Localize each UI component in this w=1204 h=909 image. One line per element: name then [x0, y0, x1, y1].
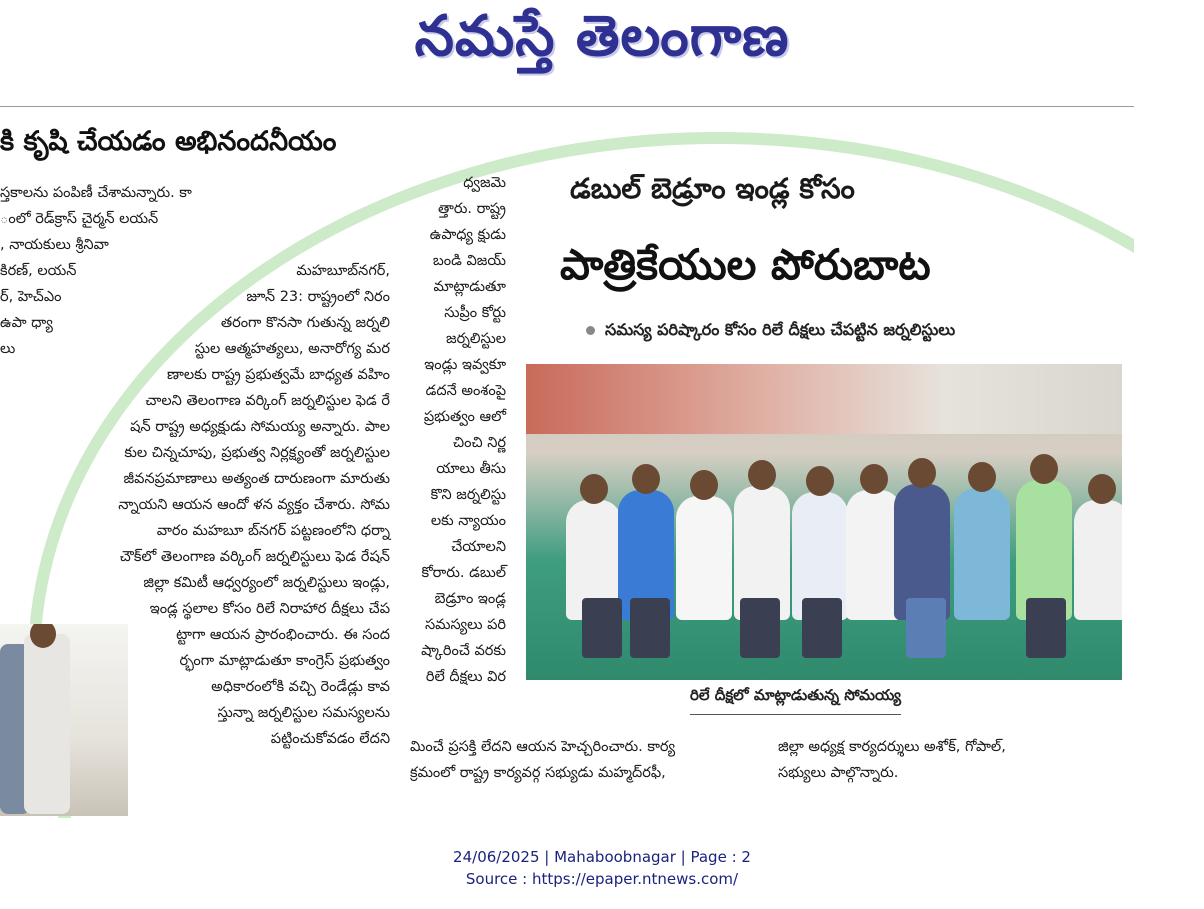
- footer-date-line: 24/06/2025 | Mahaboobnagar | Page : 2: [453, 848, 751, 866]
- text-line: బండి విజయ్: [432, 253, 506, 269]
- text-line: కిరణ్, లయన్: [0, 263, 77, 279]
- text-line: కోరారు. డబుల్: [421, 565, 506, 581]
- photo-caption: రిలే దీక్షలో మాట్లాడుతున్న సోమయ్య: [690, 686, 901, 715]
- photo-person: [676, 496, 732, 620]
- footer-source-line: Source : https://epaper.ntnews.com/: [465, 870, 739, 888]
- main-article-column-4: [778, 734, 1006, 786]
- text-line: జిల్లా కమిటీ ఆధ్వర్యంలో జర్నలిస్టులు ఇండ్లు,: [143, 575, 390, 591]
- left-article-headline: కి కృషి చేయడం అభినందనీయం: [0, 126, 337, 157]
- text-line: చౌక్‌లో తెలంగాణ వర్కింగ్ జర్నలిస్టులు ఫెడ రేషన్: [119, 549, 390, 565]
- text-line: , నాయకులు శ్రీనివా: [0, 237, 109, 253]
- text-line: జర్నలిస్టుల: [445, 331, 506, 347]
- text-line: ఉపా ధ్యా: [0, 315, 53, 331]
- newspaper-logo: నమస్తే తెలంగాణ: [414, 4, 790, 69]
- main-article-column-2: [398, 170, 506, 690]
- text-line: లు: [0, 341, 16, 357]
- text-line: సుప్రీం కోర్టు: [444, 305, 506, 321]
- text-line: రిలే దీక్షలు విర: [425, 669, 506, 685]
- text-line: ట్టాగా ఆయన ప్రారంభించారు. ఈ సంద: [176, 627, 390, 643]
- text-line: జూన్ 23: రాష్ట్రంలో నిరం: [246, 289, 390, 305]
- text-line: అధికారంలోకి వచ్చి రెండేడ్లు కావ: [211, 679, 390, 695]
- photo-tent: [526, 364, 1122, 434]
- text-line: ర్, హెచ్‌ఎం: [0, 289, 62, 305]
- text-line: డదనే అంశంపై: [425, 383, 506, 399]
- text-line: మహబూబ్‌నగర్,: [296, 263, 390, 279]
- article-kicker: డబుల్ బెడ్రూం ఇండ్ల కోసం: [570, 172, 855, 205]
- text-line: తరంగా కొనసా గుతున్న జర్నలి: [220, 315, 390, 331]
- text-line: బెడ్రూం ఇండ్ల: [434, 591, 506, 607]
- photo-person: [1074, 500, 1122, 620]
- text-line: చేయాలని: [451, 539, 506, 555]
- text-line: కుల చిన్నచూపు, ప్రభుత్వ నిర్లక్ష్యంతో జర్నలిస్టుల: [124, 445, 390, 461]
- photo-person: [954, 488, 1010, 620]
- text-line: మాట్లాడుతూ: [433, 279, 506, 295]
- text-line: ణాలకు రాష్ట్ర ప్రభుత్వమే బాధ్యత వహిం: [166, 367, 390, 383]
- text-line: ంలో రెడ్‌క్రాస్ చైర్మన్ లయన్: [0, 211, 159, 227]
- text-line: ష్కారించే వరకు: [421, 643, 506, 659]
- text-line: వారం మహబూ బ్‌నగర్ పట్టణంలోని ధర్నా: [156, 523, 390, 539]
- article-subhead: [586, 320, 955, 343]
- text-line: జీవనప్రమాణాలు అత్యంత దారుణంగా మారుతు: [123, 471, 390, 487]
- text-line: స్తున్నా జర్నలిస్టుల సమస్యలను: [217, 705, 390, 721]
- bullet-icon: [586, 326, 595, 335]
- text-line: ప్రభుత్వం ఆలో: [423, 409, 506, 425]
- article-photo: [526, 364, 1122, 680]
- main-article-column-1: [60, 258, 390, 752]
- text-line: స్టుల ఆత్మహత్యలు, అనారోగ్య మర: [194, 341, 390, 357]
- text-line: సమస్యలు పరి: [425, 617, 506, 633]
- article-headline: పాత్రికేయుల పోరుబాట: [560, 240, 931, 289]
- text-line: న్నాయని ఆయన ఆందో ళన వ్యక్తం చేశారు. సోమ: [118, 497, 390, 513]
- text-line: షన్ రాష్ట్ర అధ్యక్షుడు సోమయ్య అన్నారు. పాల: [130, 419, 390, 435]
- text-line: స్తకాలను పంపిణీ చేశామన్నారు. కా: [0, 185, 192, 201]
- text-line: మించే ప్రసక్తి లేదని ఆయన హెచ్చరించారు. కార్య: [410, 739, 676, 755]
- subhead-text: సమస్య పరిష్కారం కోసం రిలే దీక్షలు చేపట్టిన జర్నలిస్టులు: [605, 320, 956, 339]
- text-line: ఇండ్ల స్థలాల కోసం రిలే నిరాహార దీక్షలు చేప: [149, 601, 390, 617]
- text-line: ఇండ్లు ఇవ్వకూ: [424, 357, 506, 373]
- masthead: [0, 0, 1204, 100]
- text-line: లకు న్యాయం: [430, 513, 506, 529]
- page-footer: [0, 846, 1204, 890]
- text-line: యాలు తీసు: [436, 461, 506, 477]
- masthead-divider: [0, 106, 1134, 107]
- text-line: త్తారు. రాష్ట్ర: [437, 201, 506, 217]
- text-line: ఉపాధ్య క్షుడు: [429, 227, 506, 243]
- text-line: ర్భంగా మాట్లాడుతూ కాంగ్రెస్ ప్రభుత్వం: [179, 653, 390, 669]
- text-line: క్రమంలో రాష్ట్ర కార్యవర్గ సభ్యుడు మహ్మద్‌రఫీ,: [410, 765, 666, 781]
- text-line: చాలని తెలంగాణ వర్కింగ్ జర్నలిస్టుల ఫెడ రే: [145, 393, 390, 409]
- text-line: ధ్వజమె: [463, 175, 506, 191]
- main-article-column-3: [410, 734, 675, 786]
- text-line: సభ్యులు పాల్గొన్నారు.: [778, 765, 899, 781]
- text-line: కొని జర్నలిస్టు: [430, 487, 506, 503]
- text-line: పట్టించుకోవడం లేదని: [270, 731, 390, 747]
- text-line: చించి నిర్ణ: [453, 435, 506, 451]
- text-line: జిల్లా అధ్యక్ష కార్యదర్శులు అశోక్, గోపాల్,: [778, 739, 1006, 755]
- newspaper-clipping: [0, 108, 1134, 818]
